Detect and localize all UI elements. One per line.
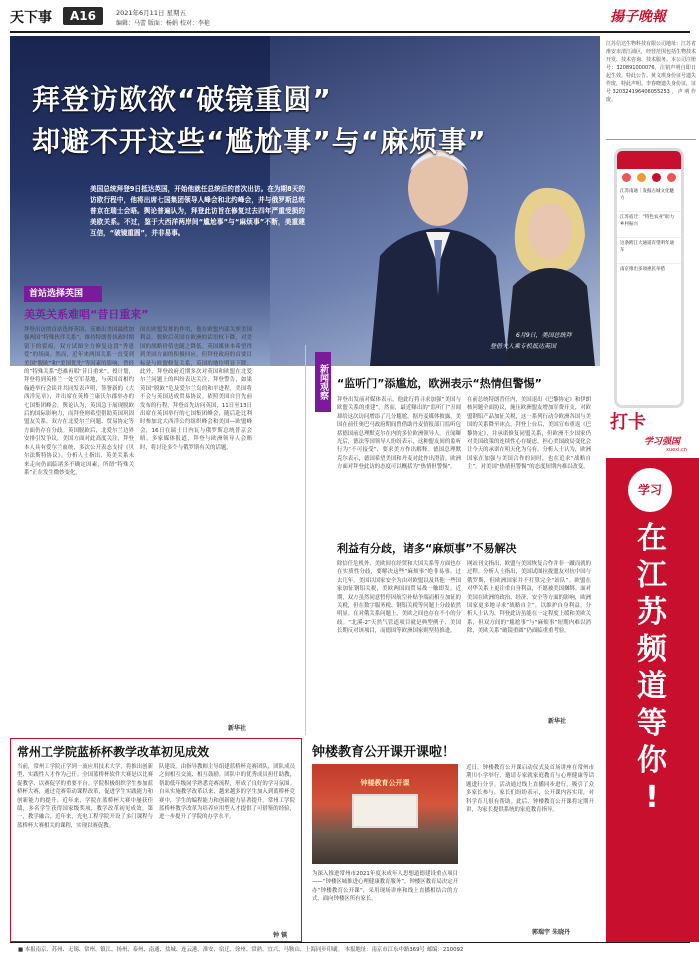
phone-mockup <box>614 148 684 408</box>
article3-byline: 新华社 <box>548 718 567 725</box>
promo-vertical-text <box>632 520 672 816</box>
article1-byline: 新华社 <box>228 725 247 732</box>
photo-caption-line1: 6月9日，美国总统拜 <box>516 332 572 339</box>
article3-col2: 网站刊文指出，欧盟与美国恢复合作并非一蹴而就的过程。分析人士指出，美国试图拉拢盟友对抗中国与俄罗斯，但欧洲国家并不打算完全“站队”。欧盟在对华关系上更注重自身利益，不愿被美国捆绑。面对美国在欧洲的政治、经济、安全等方面的影响，欧洲国家更多地寻求“战略自主”，以维护自身利益。分析人士认为，拜登此访虽能在一定程度上缓和美欧关系，但双方间的“尴尬事”与“麻烦事”短期内难以消除，美欧关系“破镜重圆”仍面临重重考验。 <box>467 561 591 635</box>
phone-icon-row <box>617 169 681 186</box>
section-name: 天下事 <box>10 10 52 26</box>
promo-char: 频 <box>637 632 667 667</box>
article4-col2: 队建设。由指导教师主导组建蓝桥杯竞赛团队，团队成员之间相互交流、相互鼓励。团队中的优秀成员担任助教，帮助低年级同学熟悉竞赛流程，形成了良好的学习氛围。自从实施教学改革以来，越来越多的学生加入到蓝桥杯竞赛中，学生的编程能力和创新能力显著提升。常州工学院蓝桥杯教学改革为培养应用型人才提供了可借鉴的经验，进一步提升了学院的办学水平。 <box>159 764 295 821</box>
column-divider <box>305 345 306 735</box>
app-icon <box>667 173 676 182</box>
hero-lead: 美国总统拜登9日抵达英国，开始他就任总统后的首次出访。在为期8天的访欧行程中，他将出席七国集团领导人峰会和北约峰会，并与俄罗斯总统普京在瑞士会晤。舆论普遍认为，拜登此访旨在修复过去四年严重受损的美欧关系。不过，鉴于大西洋两岸间“尴尬事”与“麻烦事”不断，美重建互信，“破镜重圆”，并非易事。 <box>90 185 305 237</box>
article2-col2: 在前总统特朗普任内，美国退出《巴黎协定》和伊朗核问题全面协议，施压欧洲盟友增加军费开支，对欧盟钢铝产品加征关税，这一系列行动令欧洲各国与美国的关系降至冰点。拜登上台后，美国宣布重返《巴黎协定》，并承诺修复同盟关系，但欧洲不少国家仍对美国政策的连续性心存疑虑，担心美国政局变化会让今天的承诺在明天化为乌有。分析人士认为，欧洲国家在加强与美国合作的同时，也在追求“战略自主”，对美国“热情但警惕”的态度短期内难以改变。 <box>467 397 591 471</box>
article1-col1: 拜登出访的首站选择英国，反映出美国最欣加强两国“特殊伙伴关系”，维持特朗普执政时期留下的裂痕，双方试图全力修复这段“秀恩爱”的场面。然而，近年来两国关系一直受到美国“脱欧”和“美国优先”等因素的影响，曾经的“特殊关系”恐难再唱“昔日重来”。授计划，拜登将到英格兰一处空军基地，与英国首相约翰逊举行会谈并共同发表声明，签署新的《大西洋宪章》，并出席在英格兰康沃尔郡举办的七国集团峰会。舆论认为，英国急于展现脱欧后的国际影响力，而拜登则希望借助英国巩固盟友关系。双方在北爱尔兰问题、贸易协定等方面仍存在分歧。英国脱欧后，北爱尔兰边界安排引发争议，美国方面对此高度关注，拜登本人具有爱尔兰血统，多次公开表态支持《贝尔法斯特协议》。分析人士指出，英美关系未来走向仍面临诸多不确定因素，所谓“特殊关系”正在发生微妙变化。 <box>24 327 134 476</box>
promo-char: 苏 <box>637 595 667 630</box>
article5-col1: 为深入推进常州市2021年度未成年人思想道德建设重点项目——“钟楼区城推进心理健康教育服务”，钟楼区教育局决定开办“钟楼教育公开课”，采用现场讲座和线上直播相结合的方式，面向钟楼区所有家长。 <box>312 871 458 903</box>
article2-col1: 拜登出发前对媒体表示，他此行将寻求加强“美国与欧盟关系的重建”。然而，最近曝出的“监听门”丑闻却给这次访问增添了几分尴尬。据丹麦媒体披露，美国在前任奥巴马政府期间曾借助丹麦情报部门监听包括德国前总理默克尔在内的多位欧洲领导人。丑闻曝光后，德法等国领导人纷纷表示，这种盟友间的监听行为“不可接受”，要求美方作出解释。德国总理默克尔表示，德国希望美国和丹麦对此作出澄清。欧洲方面对拜登此访的态度可以概括为“热情但警惕”。 <box>337 397 461 471</box>
app-icon <box>637 173 646 182</box>
footer-rule <box>10 942 690 943</box>
phone-news-item: 南京推出多项惠民举措 <box>620 267 665 272</box>
promo-char: ! <box>645 780 659 815</box>
article1-col2: 国在欧盟发挥的作用，他在欧盟内部关照美国利益。脱欧后英国在欧洲的话语权下降，对美国的战略价值也随之降低。英国媒体本希望得到美国方面的积极回应，但拜登政府的首要目标是与欧盟修复关系，英国的地位明显下降。此外，拜登政府近期多次对英国和欧盟在北爱尔兰问题上的纠纷表达关注，拜登警告，如果英国“脱欧”危及爱尔兰岛的和平进程，美国将不会与英国达成贸易协议。依照美国自宫先前发布的行程，拜登首先访问英国，11日至13日出席在英国举行的七国集团峰会，随后赴比利时参加北大西洋公约组织峰会和美国—欧盟峰会，16日在瑞士日内瓦与俄罗斯总统普京会晤。多家媒体报道，拜登与欧洲领导人会晤时，将讨论多个与俄罗斯有关的话题。 <box>140 327 252 451</box>
phone-news-item: 这条跨江大通道有望明年通车 <box>617 238 681 264</box>
kicker-badge <box>24 286 102 302</box>
xuexi-url: xuexi.cn <box>666 447 687 453</box>
header-rule <box>10 31 690 33</box>
kicker-text: 首站选择英国 <box>29 289 84 299</box>
app-icon <box>622 173 631 182</box>
app-icon <box>652 173 661 182</box>
promo-char: 道 <box>637 669 667 704</box>
photo-caption-line2: 登偕夫人乘专机抵达英国 <box>490 343 557 350</box>
red-promo-panel <box>606 458 699 942</box>
hero-title-line2: 却避不开这些“尴尬事”与“麻烦事” <box>32 125 487 158</box>
article4-box <box>10 738 302 942</box>
news-observation-text: 新闻观察 <box>318 364 328 400</box>
issue-date: 2021年6月11日 星期五 <box>116 9 187 17</box>
page-number-badge: A16 <box>63 7 103 25</box>
phone-news-item: 江苏南通｜发掘古城文化魅力 <box>617 186 681 212</box>
right-sidebar <box>604 36 699 942</box>
lecture-screen <box>352 794 418 828</box>
phone-app-header <box>617 151 681 169</box>
article3-col1: 除信任危机外，美欧间在经贸和大国关系等方面也存在实质性分歧，要解决这些“麻烦事”绝非易事。过去几年，美国以国家安全为由对欧盟以及其他一些国家加征钢铝关税，美欧两国间贸易战一触即发。近期，双方虽然同意暂停因航空补贴争端而相互加征的关税，但在数字服务税、钢铝关税等问题上分歧依然明显。在对俄关系问题上，美欧之间也存在不小的分歧。“北溪-2”天然气管道项目就是典型例子，美国长期反对该项目，而德国等欧洲国家则坚持推进。 <box>337 561 461 635</box>
news-observation-tag <box>315 352 331 412</box>
article2-headline: “监听门”添尴尬，欧洲表示“热情但警惕” <box>337 377 542 390</box>
party-badge-text: 学习 <box>637 483 662 497</box>
promo-char: 江 <box>637 558 667 593</box>
editor-credits: 编辑：马蕾 版面：杨娟 校对：李艳 <box>116 20 210 27</box>
article4-col1: 当前，常州工学院正学到一流应用技术大学，将推出创新型、实践性人才作为己任。全国蓝桥杯软件大赛是以比赛促教学、以赛促学的重要平台。学院积极组织学生参加蓝桥杯大赛，通过竞赛带动课程改革，促进学生实践能力和创新能力的提升。近年来，学院在蓝桥杯大赛中屡获佳绩，多名学生获得国家级奖项，教学改革初见成效。第一，教学融合，近年来，光电工程学院开设了多门课程与蓝桥杯大赛相关的课程，实现以赛促教。 <box>17 764 153 829</box>
checkin-label: 打卡 <box>610 412 646 433</box>
phone-news-item: 江苏宿迁：“特色农业”助力乡村振兴 <box>617 212 681 238</box>
promo-char: 在 <box>637 521 667 556</box>
promo-char: 等 <box>637 706 667 741</box>
lecture-photo-banner: 钟楼教育公开课 <box>360 779 410 787</box>
lecture-photo <box>312 764 458 864</box>
footer-text: ■ 本报南京、苏州、无锡、常州、镇江、扬州、泰州、南通、盐城、连云港、淮安、宿迁、徐州、常熟、宜兴、马鞍山、上海同步印刷。 本报地址：南京市江东中路369号 邮编：210092 <box>18 947 464 953</box>
party-badge <box>628 468 672 512</box>
article4-headline: 常州工学院蓝桥杯教学改革初见成效 <box>17 745 210 759</box>
promo-char: 你 <box>637 743 667 778</box>
article5-headline: 钟楼教育公开课开课啦！ <box>312 745 456 760</box>
article5-byline: 郭瑞宇 朱晓丹 <box>532 929 571 936</box>
article5-col2: 近日，钟楼教育公开课启动仪式及首场讲座在常州市荆川小学举行，邀请专家就家庭教育与心理健康等话题进行分享。活动通过线上直播同步进行，吸引了众多家长参与。家长们纷纷表示，公开课内容实用，对科学育儿很有帮助。此后，钟楼教育公开课将定期开讲，为家长提供系统的家庭教育指导。 <box>466 765 594 814</box>
masthead-logo: 揚子晚報 <box>610 9 666 25</box>
public-notices: 江苏信达生物科技有限公司地址：江苏省淮安市清江浦区，经营范围包括生物技术开发、技术咨询、技术服务。本公司注册号：320891000076，注销声明自即日起生效。特此公告。黄文琪身份证号遗失作废，特此声明。李春晓遗失身份证，证号320324196406055253，声明作废。 <box>606 40 696 140</box>
hero-title-line1: 拜登访欧欲“破镜重圆” <box>32 83 332 116</box>
xuexi-logo-text: 学习强国 <box>644 437 681 447</box>
article1-headline: 美英关系难唱“昔日重来” <box>24 308 149 321</box>
article4-byline: 钟 镇 <box>273 932 288 939</box>
article3-headline: 利益有分歧，诸多“麻烦事”不易解决 <box>337 542 517 555</box>
page-header <box>0 0 699 34</box>
